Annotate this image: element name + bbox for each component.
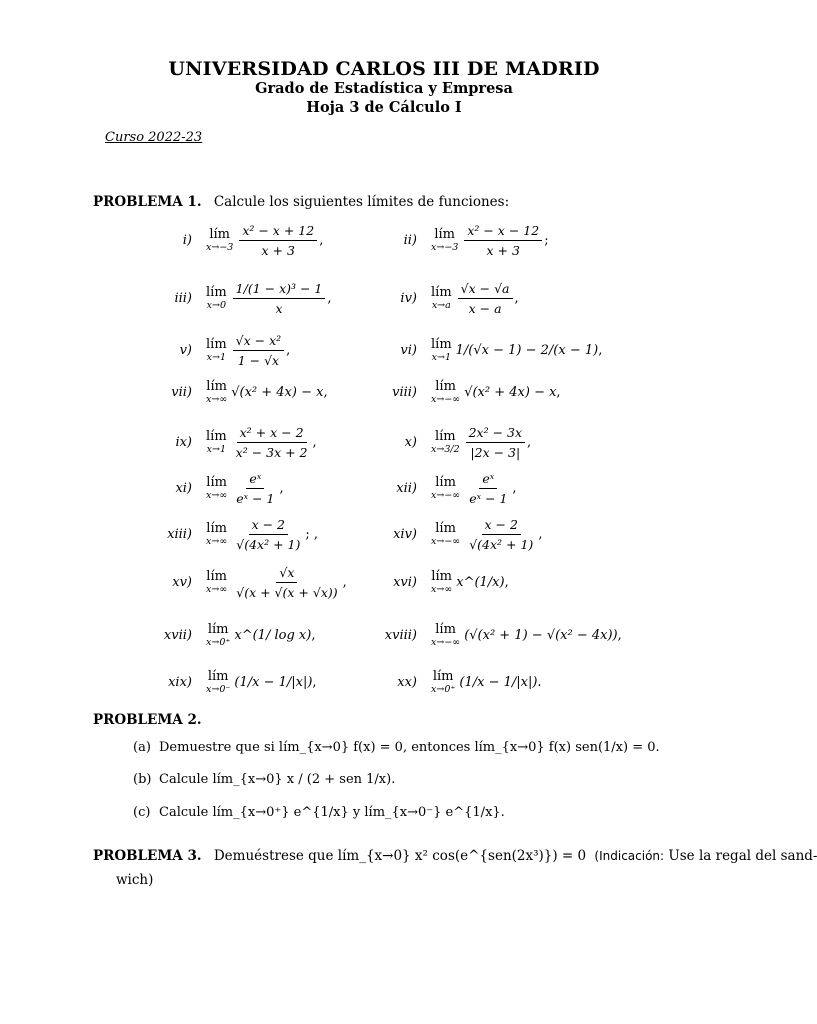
punctuation: ,: [504, 574, 509, 590]
denominator: 1 − √x: [237, 352, 280, 368]
lim-subscript: x→a: [431, 299, 451, 311]
lim-word: lím: [207, 621, 229, 637]
item-label: ix): [175, 434, 192, 450]
item-label: xvii): [163, 627, 192, 643]
item-label: ii): [403, 232, 417, 248]
limit-item: [375, 372, 561, 412]
denominator: eˣ − 1: [469, 490, 508, 506]
lim-word: lím: [434, 428, 456, 444]
hint-label: (Indicación:: [594, 849, 665, 863]
problem2-header: [93, 712, 202, 728]
lim-word: lím: [435, 520, 456, 536]
lim-subscript: x→−∞: [431, 636, 461, 648]
limit-operator: [431, 570, 452, 595]
numerator: x − 2: [249, 517, 288, 535]
expression: (√(x² + 1) − √(x² − 4x)): [464, 627, 618, 643]
lim-word: lím: [206, 428, 227, 444]
limit-item: [150, 220, 323, 260]
limit-operator: [206, 623, 230, 648]
punctuation: ,: [527, 434, 532, 450]
limit-operator: [206, 430, 227, 455]
item-label: xx): [397, 674, 417, 690]
problem2-part-a: [133, 740, 660, 755]
lim-subscript: x→1: [431, 351, 452, 363]
limit-item: [150, 615, 315, 655]
punctuation: ,: [323, 384, 328, 400]
numerator: 1/(1 − x)³ − 1: [233, 281, 326, 299]
expression: (1/x − 1/|x|): [459, 674, 538, 690]
limit-operator: [431, 338, 452, 363]
punctuation: ,: [342, 574, 347, 590]
problem1-heading: PROBLEMA 1.: [93, 194, 202, 210]
item-label: xix): [168, 674, 192, 690]
lim-subscript: x→∞: [431, 583, 453, 595]
lim-subscript: x→∞: [206, 393, 228, 405]
sheet-subtitle: Hoja 3 de Cálculo I: [306, 99, 462, 116]
lim-subscript: x→0⁺: [431, 683, 456, 695]
problem3-header: [93, 848, 817, 864]
part-label: (a): [133, 740, 151, 755]
problem2-part-b: [133, 772, 395, 787]
denominator: √(x + √(x + √x)): [236, 584, 338, 600]
lim-subscript: x→3/2: [431, 443, 460, 455]
expression: x^(1/ log x): [234, 627, 312, 643]
fraction: [233, 281, 326, 316]
limit-item: [150, 662, 317, 702]
item-label: x): [404, 434, 417, 450]
fraction: [464, 223, 542, 258]
problem1-header: [93, 194, 509, 210]
fraction: [233, 565, 340, 600]
punctuation: ,: [598, 342, 603, 358]
limit-operator: [431, 522, 460, 547]
limit-operator: [206, 286, 227, 311]
item-label: xviii): [384, 627, 417, 643]
limit-item: [150, 372, 328, 412]
fraction: [466, 425, 525, 460]
punctuation: ,: [319, 232, 324, 248]
lim-subscript: x→∞: [206, 583, 228, 595]
item-label: viii): [392, 384, 417, 400]
lim-subscript: x→∞: [206, 489, 228, 501]
course-label: Curso 2022-23: [105, 130, 203, 145]
lim-word: lím: [431, 336, 452, 352]
punctuation: ,: [538, 526, 543, 542]
university-title: UNIVERSIDAD CARLOS III DE MADRID: [168, 58, 600, 80]
limit-item: [375, 220, 549, 260]
limit-operator: [431, 670, 455, 695]
limit-item: [375, 330, 602, 370]
punctuation: ,: [327, 290, 332, 306]
numerator: x − 2: [482, 517, 521, 535]
lim-word: lím: [432, 668, 454, 684]
denominator: √(4x² + 1): [236, 536, 301, 552]
denominator: √(4x² + 1): [469, 536, 534, 552]
problem3-continuation: wich): [116, 872, 154, 888]
item-label: xii): [396, 480, 417, 496]
limit-operator: [206, 522, 227, 547]
problem2-heading: PROBLEMA 2.: [93, 712, 202, 728]
expression: √(x² + 4x) − x: [464, 384, 557, 400]
item-label: v): [179, 342, 192, 358]
limit-operator: [206, 570, 227, 595]
limit-operator: [206, 380, 227, 405]
denominator: x: [275, 300, 283, 316]
lim-word: lím: [435, 474, 456, 490]
lim-subscript: x→−∞: [431, 489, 461, 501]
lim-subscript: x→∞: [206, 535, 228, 547]
fraction: [458, 281, 513, 316]
numerator: x² + x − 2: [237, 425, 307, 443]
problem2-part-c: [133, 805, 505, 820]
fraction: [233, 471, 277, 506]
lim-word: lím: [206, 378, 227, 394]
punctuation: ,: [617, 627, 622, 643]
punctuation: .: [537, 674, 542, 690]
limit-item: [375, 422, 531, 462]
lim-word: lím: [206, 568, 227, 584]
part-text: Calcule lím_{x→0} x / (2 + sen 1/x).: [159, 772, 396, 787]
fraction: [239, 223, 317, 258]
lim-word: lím: [431, 568, 452, 584]
item-label: vi): [400, 342, 417, 358]
expression: √(x² + 4x) − x: [231, 384, 324, 400]
limit-operator: [431, 380, 460, 405]
lim-word: lím: [209, 226, 230, 242]
punctuation: ,: [514, 290, 519, 306]
numerator: x² − x + 12: [239, 223, 317, 241]
limit-item: [150, 278, 332, 318]
limit-operator: [206, 338, 227, 363]
denominator: eˣ − 1: [236, 490, 275, 506]
item-label: xiv): [393, 526, 417, 542]
numerator: x² − x − 12: [464, 223, 542, 241]
punctuation: ,: [279, 480, 284, 496]
part-label: (b): [133, 772, 152, 787]
limit-operator: [431, 286, 452, 311]
lim-subscript: x→−3: [206, 241, 234, 253]
problem1-statement: Calcule los siguientes límites de funciones:: [213, 194, 510, 210]
problem3-statement: Demuéstrese que lím_{x→0} x² cos(e^{sen(2x³)}) = 0: [213, 848, 587, 864]
limit-item: [150, 468, 284, 508]
limit-item: [150, 562, 347, 602]
denominator: x + 3: [261, 242, 295, 258]
numerator: eˣ: [246, 471, 264, 489]
limit-operator: [431, 228, 458, 253]
numerator: eˣ: [479, 471, 497, 489]
lim-subscript: x→−3: [431, 241, 459, 253]
limit-operator: [206, 670, 230, 695]
part-text: Calcule lím_{x→0⁺} e^{1/x} y lím_{x→0⁻} e^{1/x}.: [159, 805, 505, 820]
limit-item: [150, 422, 317, 462]
lim-word: lím: [435, 378, 456, 394]
punctuation: ;: [544, 232, 549, 248]
item-label: vii): [171, 384, 192, 400]
part-text: Demuestre que si lím_{x→0} f(x) = 0, entonces lím_{x→0} f(x) sen(1/x) = 0.: [159, 740, 660, 755]
denominator: x − a: [468, 300, 502, 316]
punctuation: ,: [312, 674, 317, 690]
lim-subscript: x→−∞: [431, 393, 461, 405]
fraction: [233, 425, 311, 460]
item-label: xvi): [393, 574, 417, 590]
degree-subtitle: Grado de Estadística y Empresa: [255, 80, 513, 97]
item-label: xi): [175, 480, 192, 496]
limit-item: [375, 468, 517, 508]
lim-word: lím: [206, 520, 227, 536]
numerator: √x: [276, 565, 297, 583]
limit-item: [375, 615, 622, 655]
limit-item: [150, 330, 290, 370]
denominator: x + 3: [486, 242, 520, 258]
fraction: [233, 517, 303, 552]
problem3-heading: PROBLEMA 3.: [93, 848, 202, 864]
punctuation: ,: [312, 434, 317, 450]
limit-item: [150, 514, 318, 554]
limit-item: [375, 562, 509, 602]
limit-operator: [206, 228, 233, 253]
item-label: i): [182, 232, 192, 248]
numerator: √x − x²: [233, 333, 285, 351]
limit-operator: [206, 476, 227, 501]
punctuation: ; ,: [305, 526, 318, 542]
limit-operator: [431, 476, 460, 501]
item-label: xiii): [167, 526, 192, 542]
item-label: iii): [174, 290, 192, 306]
numerator: 2x² − 3x: [466, 425, 525, 443]
denominator: |2x − 3|: [470, 444, 521, 460]
lim-word: lím: [434, 226, 455, 242]
lim-subscript: x→0⁺: [206, 636, 231, 648]
expression: (1/x − 1/|x|): [234, 674, 313, 690]
lim-subscript: x→0: [206, 299, 227, 311]
punctuation: ,: [311, 627, 316, 643]
denominator: x² − 3x + 2: [235, 444, 308, 460]
punctuation: ,: [286, 342, 291, 358]
lim-subscript: x→0⁻: [206, 683, 231, 695]
hint-text: Use la regal del sand-: [668, 848, 817, 864]
lim-word: lím: [206, 284, 227, 300]
expression: 1/(√x − 1) − 2/(x − 1): [455, 342, 599, 358]
lim-subscript: x→1: [206, 443, 227, 455]
lim-subscript: x→−∞: [431, 535, 461, 547]
limit-operator: [431, 430, 460, 455]
punctuation: ,: [512, 480, 517, 496]
lim-word: lím: [206, 336, 227, 352]
expression: x^(1/x): [456, 574, 505, 590]
lim-word: lím: [431, 284, 452, 300]
limit-operator: [431, 623, 460, 648]
lim-word: lím: [207, 668, 229, 684]
fraction: [233, 333, 285, 368]
limit-item: [375, 514, 542, 554]
fraction: [466, 517, 536, 552]
part-label: (c): [133, 805, 151, 820]
item-label: xv): [172, 574, 192, 590]
limit-item: [375, 278, 519, 318]
punctuation: ,: [556, 384, 561, 400]
lim-word: lím: [435, 621, 456, 637]
lim-subscript: x→1: [206, 351, 227, 363]
numerator: √x − √a: [458, 281, 513, 299]
item-label: iv): [400, 290, 417, 306]
fraction: [466, 471, 510, 506]
limit-item: [375, 662, 542, 702]
lim-word: lím: [206, 474, 227, 490]
